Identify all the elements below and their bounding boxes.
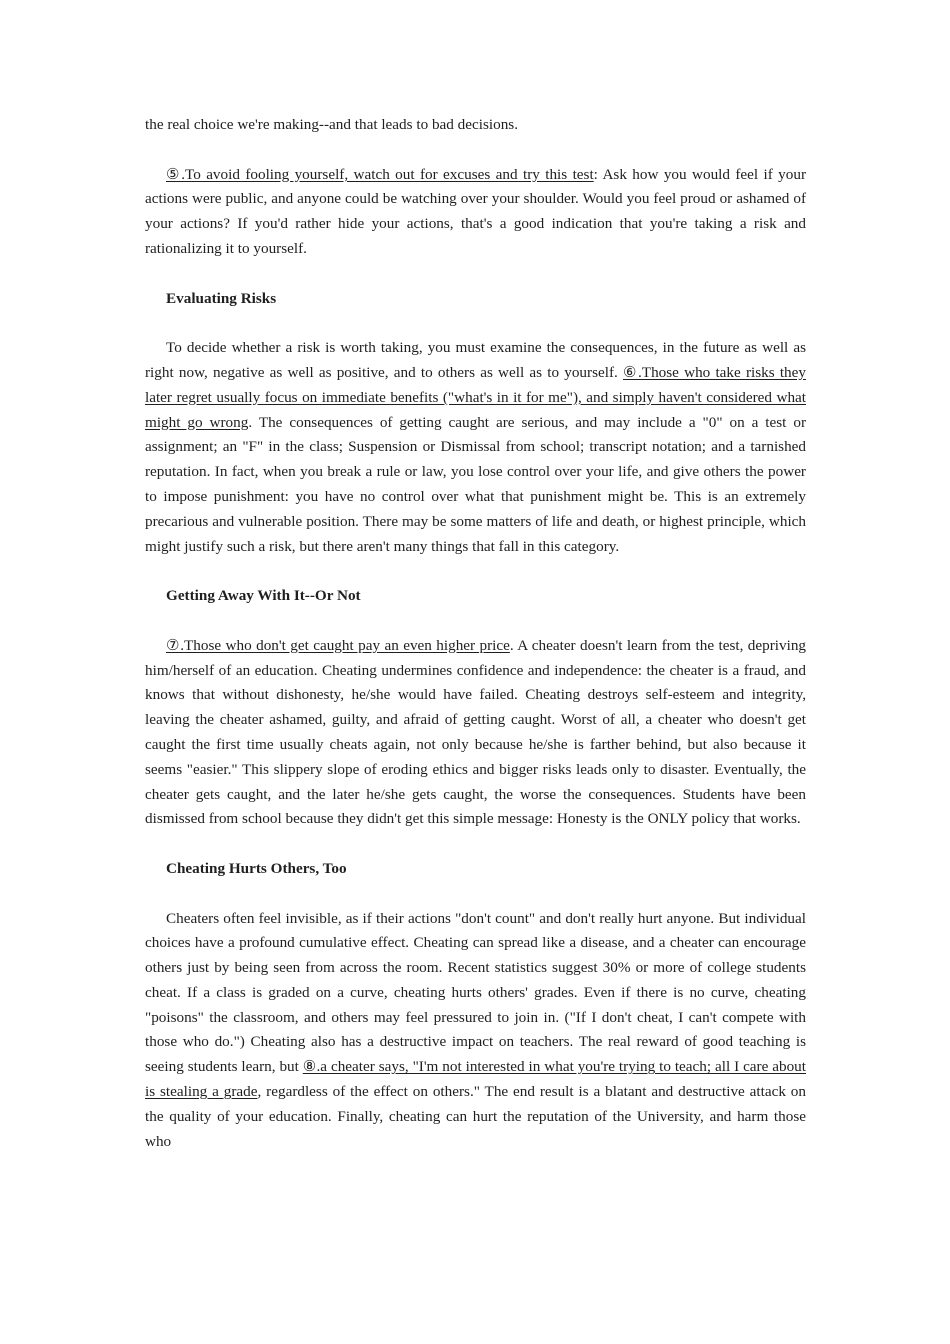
paragraph-evaluating-risks: [145, 336, 806, 559]
underlined-sentence-7: ⑦.Those who don't get caught pay an even higher price: [166, 636, 510, 654]
document-page: [145, 113, 806, 1154]
paragraph-text: , regardless of the effect on others." The end result is a blatant and destructive attack on the quality of your education. Finally, cheating can hurt the reputation of the University, and harm those who: [145, 1083, 806, 1150]
section-heading-hurts-others: Cheating Hurts Others, Too: [166, 859, 347, 877]
paragraph-text: . A cheater doesn't learn from the test, depriving him/herself of an education. Cheating undermines confidence and independence: the cheater is a fraud, and knows that without dishonesty, he/she would have failed. Cheating destroys self-esteem and integrity, leaving the cheater ashamed, guilty, and afraid of getting caught. Worst of all, a cheater who doesn't get caught the first time usually cheats again, not only because he/she is farther behind, but also because it seems "easier." This slippery slope of eroding ethics and bigger risks leads only to disaster. Eventually, the cheater gets caught, and the later he/she gets caught, the worse the consequences. Students have been dismissed from school because they didn't get this simple message: Honesty is the ONLY policy that works.: [145, 636, 807, 828]
section-heading-evaluating-risks: Evaluating Risks: [166, 289, 277, 307]
paragraph-text: . The consequences of getting caught are serious, and may include a "0" on a test or assignment; an "F" in the class; Suspension or Dismissal from school; transcript notation; and a tarnished reputation. In fact, when you break a rule or law, you lose control over your life, and give others the power to impose punishment: you have no control over what that punishment might be. This is an extremely precarious and vulnerable position. There may be some matters of life and death, or highest principle, which might justify such a risk, but there aren't many things that fall in this category.: [145, 413, 806, 555]
paragraph-text: : Ask how you would feel if your actions were public, and anyone could be watching over your shoulder. Would you feel proud or ashamed of your actions? If you'd rather hide your actions, that's a good indication that you're taking a risk and rationalizing it to yourself.: [145, 165, 806, 257]
spacer: [145, 311, 806, 336]
section-heading-getting-away: Getting Away With It--Or Not: [166, 587, 361, 605]
paragraph-text: Cheaters often feel invisible, as if their actions "don't count" and don't really hurt anyone. But individual choices have a profound cumulative effect. Cheating can spread like a disease, and a cheater can encourage others just by being seen from across the room. Recent statistics suggest 30% or more of college students cheat. If a class is graded on a curve, cheating hurts others' grades. Even if there is no curve, cheating "poisons" the classroom, and others may feel pressured to join in. ("If I don't cheat, I can't compete with those who do.") Cheating also has a destructive impact on teachers. The real reward of good teaching is seeing students learn, but: [145, 909, 806, 1076]
paragraph-text: the real choice we're making--and that leads to bad decisions.: [145, 116, 518, 133]
underlined-sentence-8: ⑧.a cheater says, "I'm not interested in what you're trying to teach; all I care about is stealing a grade: [145, 1058, 806, 1101]
paragraph-avoid-fooling: [145, 163, 806, 262]
underlined-sentence-5: ⑤.To avoid fooling yourself, watch out for excuses and try this test: [166, 165, 594, 183]
paragraph-getting-away: [145, 634, 806, 832]
paragraph-hurts-others: [145, 907, 806, 1155]
paragraph-continuation: [145, 113, 806, 138]
paragraph-text: To decide whether a risk is worth taking, you must examine the consequences, in the future as well as right now, negative as well as positive, and to others as well as to yourself.: [145, 339, 806, 381]
spacer: [145, 832, 806, 857]
spacer: [145, 138, 806, 163]
spacer: [145, 882, 806, 907]
spacer: [145, 609, 806, 634]
spacer: [145, 559, 806, 584]
underlined-sentence-6: ⑥.Those who take risks they later regret usually focus on immediate benefits ("what's in it for me"), and simply haven't considered what might go wrong: [145, 363, 806, 431]
spacer: [145, 262, 806, 287]
